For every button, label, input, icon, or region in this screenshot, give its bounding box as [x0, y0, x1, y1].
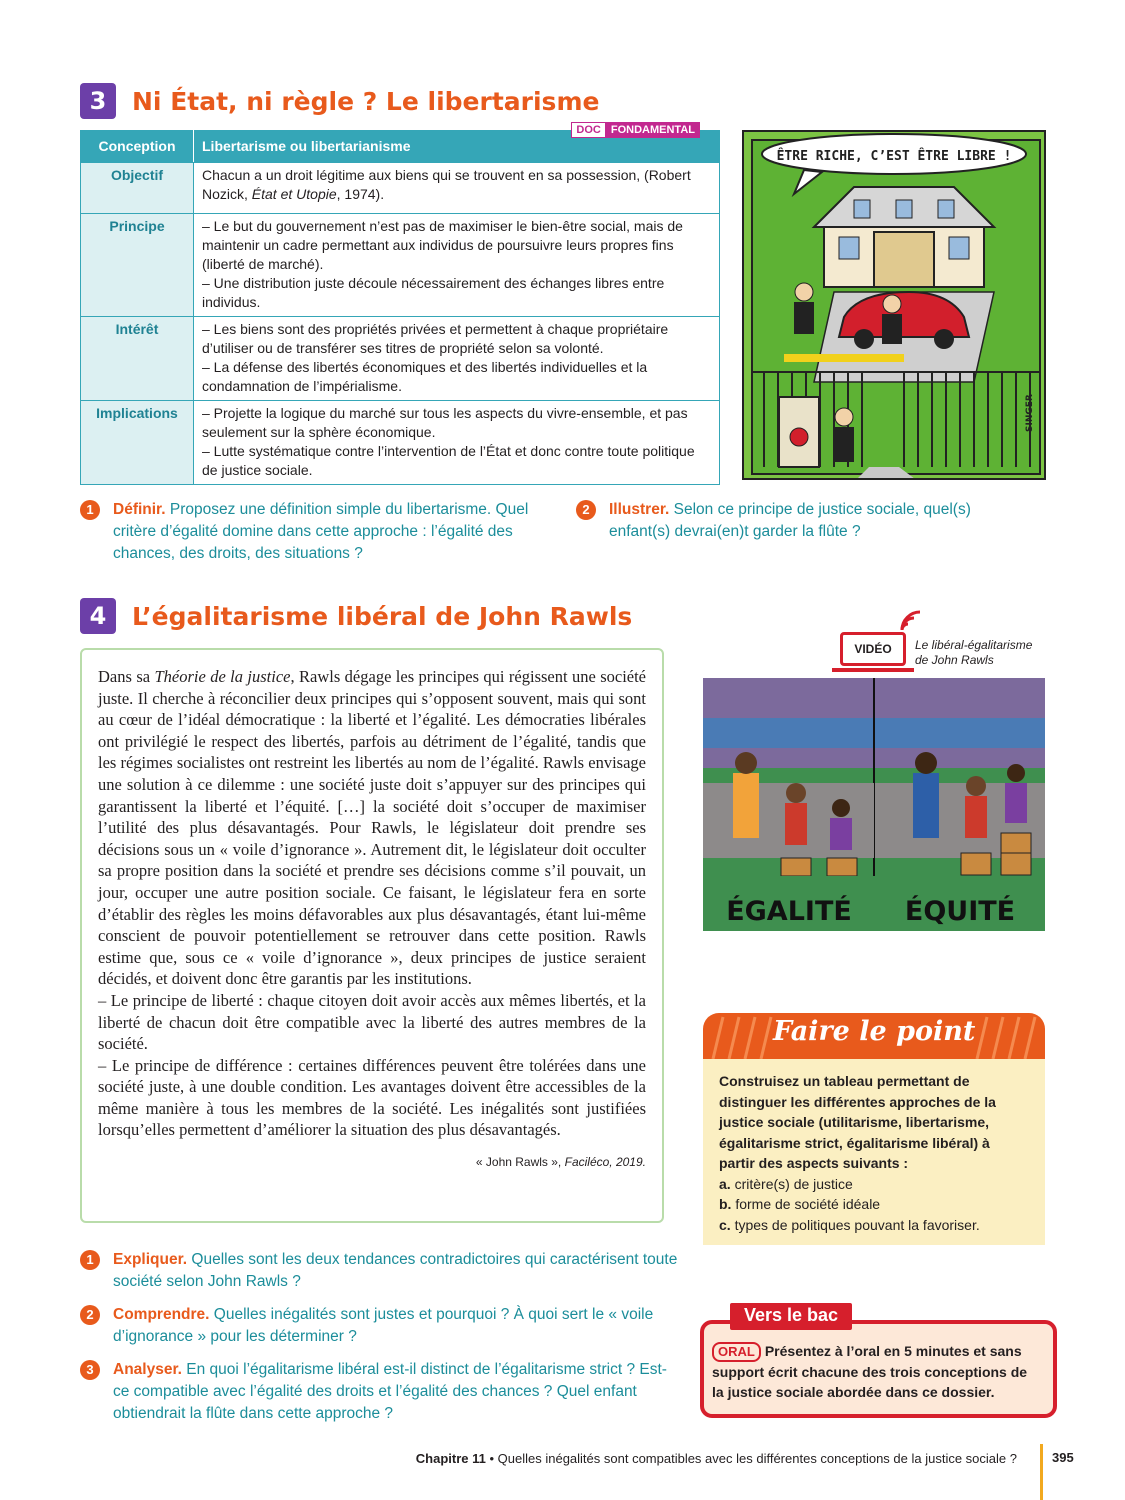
- question-text: Quelles sont les deux tendances contradictoires qui caractérisent toute société selon John Rawls ?: [113, 1251, 678, 1290]
- row-content: [194, 401, 720, 485]
- question-text-block: [113, 1304, 680, 1348]
- video-caption: [915, 638, 1032, 668]
- faire-le-point-body: [703, 1059, 1045, 1245]
- rawls-paragraph-2: – Le principe de liberté : chaque citoyen doit avoir accès aux mêmes libertés, et la liberté de chacun doit être compatible avec la liberté des autres membres de la société.: [98, 990, 646, 1054]
- equity-label: ÉQUITÉ: [904, 896, 1016, 927]
- question-item: [80, 1304, 680, 1348]
- table-row: [81, 214, 720, 317]
- item-letter: c.: [719, 1216, 731, 1233]
- row-line: – Les biens sont des propriétés privées et permettent à chaque propriétaire d’utiliser ou de transférer ses titres de propriété selon sa volonté.: [202, 321, 669, 356]
- row-text: Chacun a un droit légitime aux biens qui se trouvent en sa possession, (Robert Nozick,: [202, 167, 691, 202]
- row-line: – Projette la logique du marché sur tous les aspects du vivre-ensemble, et pas seulement sur la sphère économique.: [202, 405, 688, 440]
- cartoon-illustration: [744, 132, 1046, 480]
- footer-chapter: Chapitre 11: [415, 1451, 486, 1466]
- footer-subtitle: Quelles inégalités sont compatibles avec les différentes conceptions de la justice sociale ?: [497, 1451, 1017, 1466]
- table-row: [81, 163, 720, 214]
- doc4-heading: [80, 598, 632, 634]
- question-text: Proposez une définition simple du libertarisme. Quel critère d’égalité domine dans cette approche : l’égalité des chances, des droits, des situations ?: [113, 501, 529, 562]
- faire-le-point-banner: [703, 1013, 1045, 1059]
- row-line: – Le but du gouvernement n’est pas de maximiser le bien-être social, mais de maintenir un cadre permettant aux individus de poursuivre leurs propres fins (liberté de marché).: [202, 218, 683, 272]
- list-item: [719, 1194, 1029, 1215]
- doc4-number: 4: [80, 598, 116, 634]
- faire-le-point-title: Faire le point: [773, 1016, 976, 1047]
- doc3-question-2: [576, 499, 1016, 554]
- faire-le-point-question: Construisez un tableau permettant de distinguer les différentes approches de la justice sociale (utilitarisme, libertarisme, égalitarisme strict, égalitarisme libéral) à partir des aspects suivants :: [719, 1073, 996, 1171]
- question-text: En quoi l’égalitarisme libéral est-il distinct de l’égalitarisme strict ? Est-ce compatible avec l’égalité des droits et l’égalité des chances ? Quel enfant obtiendrait la flûte dans cette approche ?: [113, 1361, 667, 1422]
- question-item: [80, 499, 550, 565]
- row-text-end: , 1974).: [336, 186, 385, 202]
- libertarianism-table: [80, 130, 720, 485]
- doc3-title: Ni État, ni règle ? Le libertarisme: [132, 86, 600, 116]
- question-number: 2: [80, 1305, 100, 1325]
- source-text: « John Rawls »,: [475, 1155, 565, 1170]
- row-content: [194, 214, 720, 317]
- question-text: Selon ce principe de justice sociale, quel(s) enfant(s) devrai(en)t garder la flûte ?: [609, 501, 971, 540]
- cartoon-signature: SINGER: [1025, 394, 1035, 432]
- equality-label: ÉGALITÉ: [726, 896, 852, 927]
- footer-separator: •: [485, 1451, 498, 1466]
- video-caption-line: de John Rawls: [915, 653, 994, 667]
- row-line: – Lutte systématique contre l’intervention de l’État et donc contre toute politique de justice sociale.: [202, 443, 695, 478]
- doc3-question-1: [80, 499, 550, 576]
- row-label: Implications: [81, 401, 194, 485]
- question-number: 2: [576, 500, 596, 520]
- rawls-source: [98, 1155, 646, 1169]
- vers-le-bac-box: [700, 1303, 1057, 1418]
- question-text-block: [113, 1249, 680, 1293]
- question-text-block: [609, 499, 1016, 543]
- item-text: types de politiques pouvant la favoriser.: [734, 1216, 980, 1233]
- question-number: 1: [80, 1250, 100, 1270]
- table-row: [81, 401, 720, 485]
- equality-equity-drawing: [703, 678, 1045, 931]
- paragraph-text: Dans sa: [98, 667, 155, 686]
- paragraph-text: , Rawls dégage les principes qui régissent une société juste. Il cherche à réconcilier deux principes qui s’opposent souvent, mais qui sont au cœur de l’idéal démocratique : la liberté et l’égalité. Les démocraties libérales ont privilégié le respect des libertés, parfois au détriment de l’égalité, tandis que les régimes socialistes ont restreint les libertés au nom de l’égalité. Rawls envisage une solution à ce dilemme : une société juste doit s’appuyer sur des principes qui garantissent la liberté et l’équité. […] la société doit s’occuper de maximiser l’utilité des plus désavantagés. Pour Rawls, le législateur doit prendre ses décisions sous un « voile d’ignorance ». Autrement dit, le législateur doit occulter sa propre position dans la société et prendre ses décisions comme s’il pouvait, un jour, occuper une autre position sociale. Ce faisant, le législateur fera en sorte d’établir des règles les moins défavorables aux plus désavantagés, étant lui-même conscient de pouvoir potentiellement se retrouver dans cette position. Rawls estime que, sous ce « voile d’ignorance », deux principes de justice seraient décidés, et doivent donc être garantis par les institutions.: [98, 667, 647, 989]
- question-text: Quelles inégalités sont justes et pourquoi ? À quoi sert le « voile d’ignorance » pour les déterminer ?: [113, 1306, 654, 1345]
- row-line: – La défense des libertés économiques et des libertés individuelles et la condamnation de l’impérialisme.: [202, 359, 648, 394]
- vers-le-bac-text: Présentez à l’oral en 5 minutes et sans support écrit chacune des trois conceptions de la justice sociale abordée dans ce dossier.: [712, 1343, 1028, 1400]
- question-number: 1: [80, 500, 100, 520]
- question-text-block: [113, 1359, 680, 1425]
- doc3-heading: [80, 83, 599, 119]
- row-content: [194, 317, 720, 401]
- badge-fondamental: FONDAMENTAL: [606, 122, 700, 138]
- speech-text: ÊTRE RICHE, C’EST ÊTRE LIBRE !: [776, 149, 1012, 164]
- item-text: forme de société idéale: [735, 1196, 881, 1212]
- question-item: [80, 1359, 680, 1425]
- rich-is-free-cartoon: [742, 130, 1046, 480]
- question-verb: Expliquer.: [113, 1251, 188, 1268]
- video-stand: [832, 668, 914, 672]
- table-row: [81, 317, 720, 401]
- question-verb: Définir.: [113, 501, 166, 518]
- question-item: [80, 1249, 680, 1293]
- video-caption-line: Le libéral-égalitarisme: [915, 638, 1033, 652]
- rawls-paragraph-3: – Le principe de différence : certaines différences peuvent être tolérées dans une société juste, à une double condition. Les avantages doivent être accessibles de la même manière à tous les membres de la société. Les inégalités sont justifiées lorsqu’elles permettent d’améliorer la situation des plus désavantagés.: [98, 1055, 646, 1140]
- source-publication: Faciléco, 2019.: [564, 1155, 646, 1170]
- row-label: Intérêt: [81, 317, 194, 401]
- question-number: 3: [80, 1360, 100, 1380]
- video-link[interactable]: [840, 608, 1050, 676]
- rawls-text-box: [80, 648, 664, 1223]
- footer-divider: [1040, 1444, 1043, 1500]
- question-item: [576, 499, 1016, 543]
- rawls-paragraph-1: [98, 666, 646, 990]
- wifi-signal-icon: [898, 608, 928, 632]
- row-content: [194, 163, 720, 214]
- fondamental-badge: [571, 122, 700, 138]
- badge-doc: DOC: [571, 122, 605, 138]
- doc3-number: 3: [80, 83, 116, 119]
- item-text: critère(s) de justice: [734, 1175, 853, 1192]
- doc4-questions: [80, 1249, 680, 1436]
- question-verb: Comprendre.: [113, 1306, 210, 1323]
- list-item: [719, 1174, 1029, 1195]
- faire-le-point-box: [703, 1013, 1045, 1245]
- libertarianism-table-wrap: [80, 124, 720, 485]
- equality-equity-illustration: [703, 678, 1045, 931]
- page-footer: [0, 1450, 1125, 1500]
- item-letter: a.: [719, 1175, 731, 1192]
- item-letter: b.: [719, 1196, 732, 1212]
- video-button[interactable]: VIDÉO: [840, 632, 906, 666]
- row-line: – Une distribution juste découle nécessairement des échanges libres entre individus.: [202, 275, 665, 310]
- question-verb: Analyser.: [113, 1361, 182, 1378]
- list-item: [719, 1215, 1029, 1236]
- question-text-block: [113, 499, 550, 565]
- oral-tag: ORAL: [712, 1342, 761, 1362]
- row-label: Objectif: [81, 163, 194, 214]
- footer-chapter-line: [416, 1450, 1017, 1468]
- vers-le-bac-title: Vers le bac: [730, 1303, 852, 1330]
- table-header-cell: Libertarisme ou libertarianisme: [194, 131, 720, 163]
- book-title: Théorie de la justice: [154, 667, 291, 686]
- row-label: Principe: [81, 214, 194, 317]
- table-header-cell: Conception: [81, 131, 194, 163]
- page-number: 395: [1052, 1450, 1074, 1465]
- doc4-title: L’égalitarisme libéral de John Rawls: [132, 601, 633, 631]
- question-verb: Illustrer.: [609, 501, 670, 518]
- vers-le-bac-text-block: [712, 1341, 1042, 1402]
- book-title: État et Utopie: [251, 186, 337, 202]
